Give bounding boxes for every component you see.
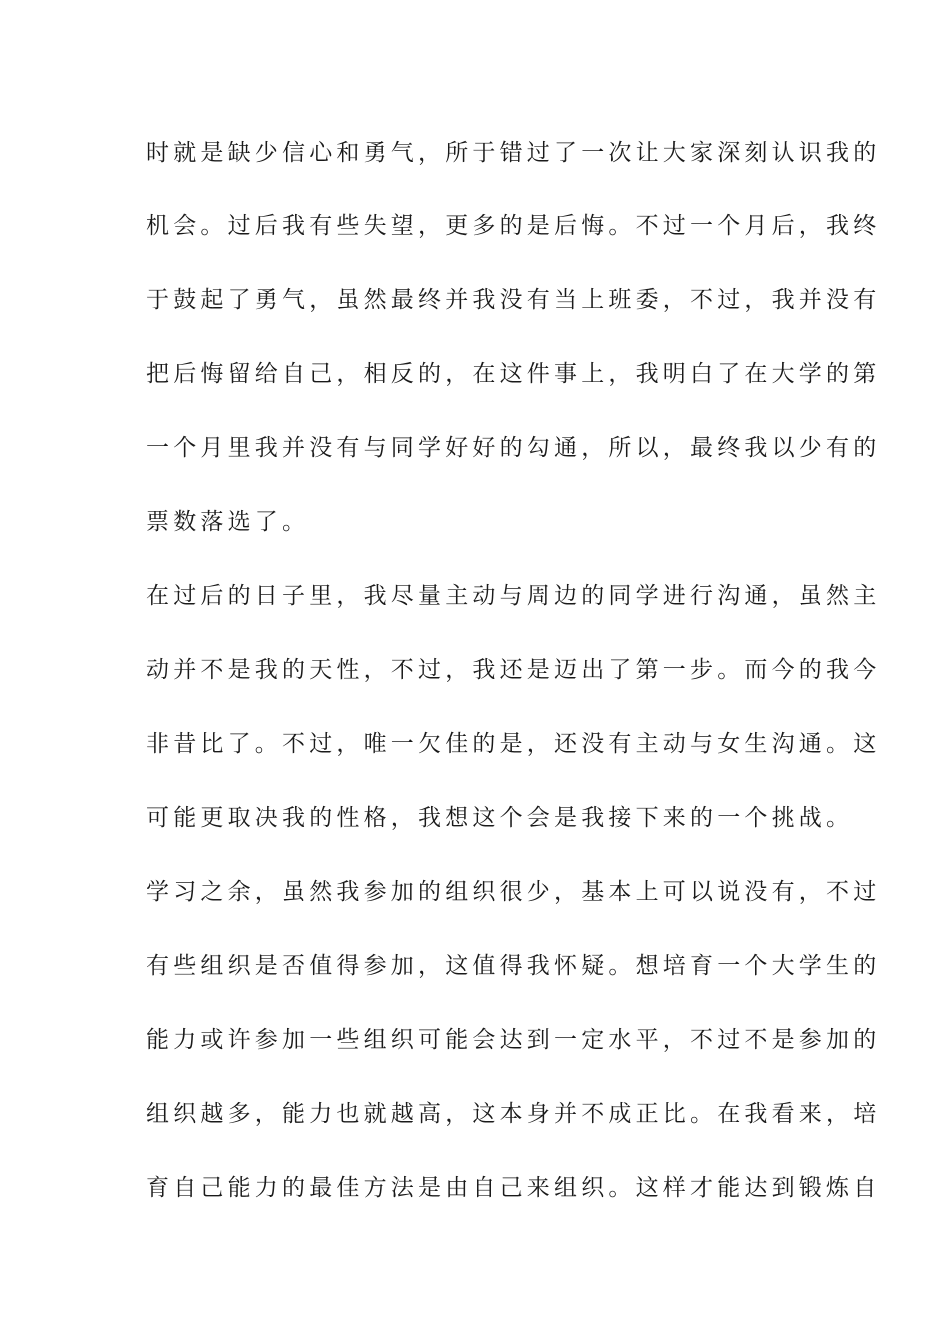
paragraph-1-line-3: 于鼓起了勇气，虽然最终并我没有当上班委，不过，我并没有 [146, 287, 881, 313]
paragraph-3-line-1: 学习之余，虽然我参加的组织很少，基本上可以说没有，不过 [146, 879, 881, 905]
paragraph-2-line-4: 可能更取决我的性格，我想这个会是我接下来的一个挑战。 [146, 805, 854, 831]
paragraph-2-line-2: 动并不是我的天性，不过，我还是迈出了第一步。而今的我今 [146, 657, 881, 683]
paragraph-1-line-5: 一个月里我并没有与同学好好的勾通，所以，最终我以少有的 [146, 435, 881, 461]
paragraph-3-line-3: 能力或许参加一些组织可能会达到一定水平，不过不是参加的 [146, 1027, 881, 1053]
paragraph-2-line-3: 非昔比了。不过，唯一欠佳的是，还没有主动与女生沟通。这 [146, 731, 881, 757]
paragraph-3-line-2: 有些组织是否值得参加，这值得我怀疑。想培育一个大学生的 [146, 953, 881, 979]
paragraph-3-line-5: 育自己能力的最佳方法是由自己来组织。这样才能达到锻炼自 [146, 1175, 881, 1201]
paragraph-3-line-4: 组织越多，能力也就越高，这本身并不成正比。在我看来，培 [146, 1101, 881, 1127]
paragraph-1-line-1: 时就是缺少信心和勇气，所于错过了一次让大家深刻认识我的 [146, 140, 881, 166]
paragraph-2-line-1: 在过后的日子里，我尽量主动与周边的同学进行沟通，虽然主 [146, 583, 881, 609]
paragraph-1-line-6: 票数落选了。 [146, 509, 310, 535]
paragraph-1-line-4: 把后悔留给自己，相反的，在这件事上，我明白了在大学的第 [146, 361, 881, 387]
paragraph-1-line-2: 机会。过后我有些失望，更多的是后悔。不过一个月后，我终 [146, 213, 881, 239]
